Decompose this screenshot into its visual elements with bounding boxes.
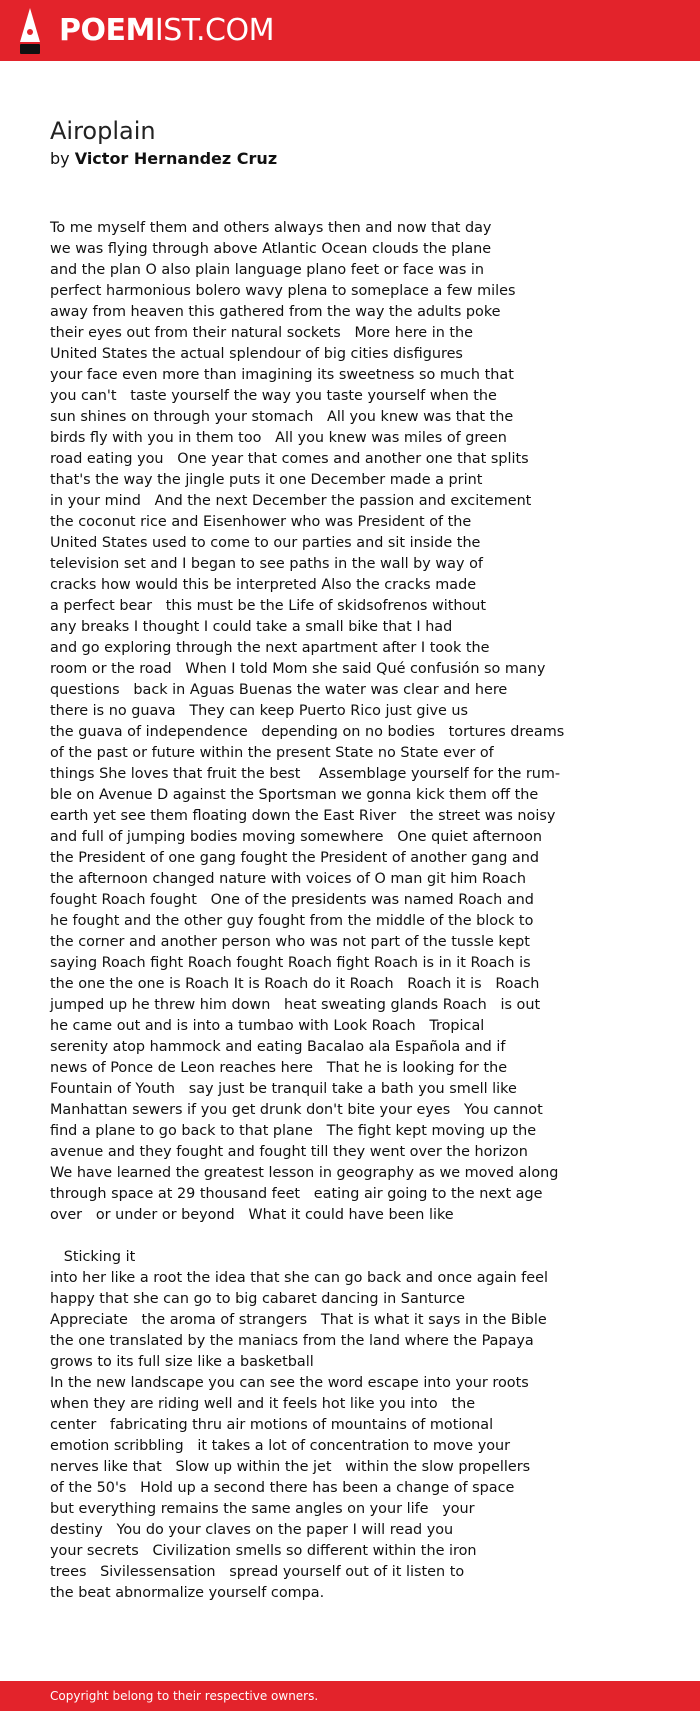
poem-line: find a plane to go back to that plane The fight kept moving up the [50,1123,537,1139]
poem-line: and full of jumping bodies moving somewhere One quiet afternoon [50,829,543,845]
poem-line: you can't taste yourself the way you taste yourself when the [50,388,497,404]
poem-line: jumped up he threw him down heat sweating glands Roach is out [50,997,541,1013]
poem-line: United States used to come to our parties and sit inside the [50,535,481,551]
poem-line: he fought and the other guy fought from the middle of the block to [50,913,534,929]
poem-line: the President of one gang fought the President of another gang and [50,850,539,866]
poem-line: questions back in Aguas Buenas the water was clear and here [50,682,508,698]
poem-line: over or under or beyond What it could have been like [50,1207,454,1223]
byline [50,149,277,169]
poem-line: the one translated by the maniacs from the land where the Papaya [50,1333,534,1349]
poem-line: your face even more than imagining its sweetness so much that [50,367,514,383]
poem-line: of the past or future within the present State no State ever of [50,745,494,761]
poem-line: emotion scribbling it takes a lot of concentration to move your [50,1438,511,1454]
author-name: Victor Hernandez Cruz [74,149,278,168]
pencil-nib-icon [16,6,44,56]
poem-line: there is no guava They can keep Puerto Rico just give us [50,703,469,719]
poem-line: but everything remains the same angles on your life your [50,1501,475,1517]
poem-line: avenue and they fought and fought till they went over the horizon [50,1144,528,1160]
poem-line: we was flying through above Atlantic Ocean clouds the plane [50,241,492,257]
poem-line: your secrets Civilization smells so different within the iron [50,1543,477,1559]
poem-line: Sticking it [50,1249,136,1265]
poem-line: news of Ponce de Leon reaches here That he is looking for the [50,1060,508,1076]
poem-line: into her like a root the idea that she can go back and once again feel [50,1270,548,1286]
poem-line: away from heaven this gathered from the way the adults poke [50,304,501,320]
poem-line: grows to its full size like a basketball [50,1354,314,1370]
poem-line: fought Roach fought One of the presidents was named Roach and [50,892,534,908]
poem-line: in your mind And the next December the passion and excitement [50,493,532,509]
poem-line: destiny You do your claves on the paper I will read you [50,1522,454,1538]
poem-line: birds fly with you in them too All you knew was miles of green [50,430,507,446]
poem-line: trees Sivilessensation spread yourself out of it listen to [50,1564,465,1580]
site-logo-link[interactable] [16,6,274,56]
poem-line: ble on Avenue D against the Sportsman we gonna kick them off the [50,787,539,803]
poem-line: nerves like that Slow up within the jet within the slow propellers [50,1459,531,1475]
poem-line: television set and I began to see paths in the wall by way of [50,556,483,572]
poem-line: center fabricating thru air motions of mountains of motional [50,1417,494,1433]
poem-line: that's the way the jingle puts it one December made a print [50,472,483,488]
poem-line: cracks how would this be interpreted Also the cracks made [50,577,477,593]
poem-line: when they are riding well and it feels hot like you into the [50,1396,476,1412]
poem-line: happy that she can go to big cabaret dancing in Santurce [50,1291,466,1307]
poem-line: In the new landscape you can see the word escape into your roots [50,1375,529,1391]
poem-line: things She loves that fruit the best Assemblage yourself for the rum- [50,766,561,782]
poem-line: of the 50's Hold up a second there has been a change of space [50,1480,515,1496]
brand-light-text: IST.COM [154,12,274,48]
site-brand [59,12,274,48]
poem-line: room or the road When I told Mom she said Qué confusión so many [50,661,546,677]
site-footer [0,1681,700,1711]
poem-line: the beat abnormalize yourself compa. [50,1585,325,1601]
poem-line: Fountain of Youth say just be tranquil take a bath you smell like [50,1081,517,1097]
poem-line: Appreciate the aroma of strangers That is what it says in the Bible [50,1312,547,1328]
poem-line: serenity atop hammock and eating Bacalao ala Española and if [50,1039,506,1055]
poem-line: and go exploring through the next apartment after I took the [50,640,490,656]
poem-line: Manhattan sewers if you get drunk don't bite your eyes You cannot [50,1102,543,1118]
poem-line: the coconut rice and Eisenhower who was President of the [50,514,472,530]
poem-line: the afternoon changed nature with voices of O man git him Roach [50,871,527,887]
poem-line: road eating you One year that comes and another one that splits [50,451,529,467]
poem-line [50,1226,650,1247]
poem-line: United States the actual splendour of big cities disfigures [50,346,463,362]
poem-line: earth yet see them floating down the East River the street was noisy [50,808,556,824]
poem-line: perfect harmonious bolero wavy plena to someplace a few miles [50,283,516,299]
poem-line: a perfect bear this must be the Life of skidsofrenos without [50,598,487,614]
poem-line: the one the one is Roach It is Roach do it Roach Roach it is Roach [50,976,540,992]
poem-body [50,218,650,1604]
poem-line: To me myself them and others always then and now that day [50,220,492,236]
brand-bold-text: POEM [59,12,155,48]
poem-line: the guava of independence depending on no bodies tortures dreams [50,724,565,740]
poem-title: Airoplain [50,117,156,145]
poem-line: We have learned the greatest lesson in geography as we moved along [50,1165,559,1181]
copyright-text: Copyright belong to their respective owners. [50,1689,319,1703]
by-label: by [50,149,70,168]
poem-line: the corner and another person who was not part of the tussle kept [50,934,530,950]
poem-line: any breaks I thought I could take a small bike that I had [50,619,453,635]
poem-line: saying Roach fight Roach fought Roach fight Roach is in it Roach is [50,955,531,971]
poem-line: and the plan O also plain language plano feet or face was in [50,262,485,278]
poem-line: their eyes out from their natural sockets More here in the [50,325,474,341]
poem-line: sun shines on through your stomach All you knew was that the [50,409,514,425]
poem-line: he came out and is into a tumbao with Look Roach Tropical [50,1018,485,1034]
poem-line: through space at 29 thousand feet eating air going to the next age [50,1186,543,1202]
site-header [0,0,700,61]
